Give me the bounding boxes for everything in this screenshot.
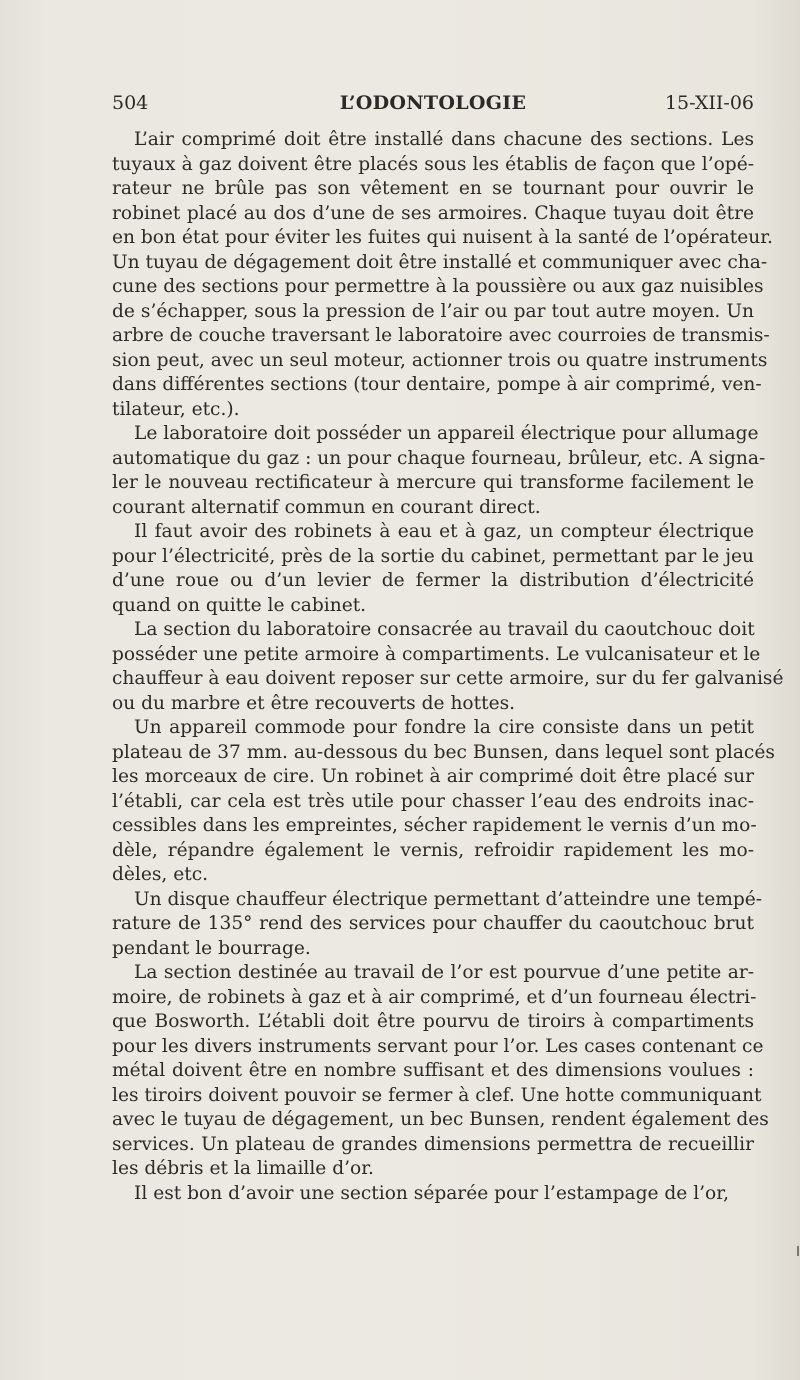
text-line: moire, de robinets à gaz et à air comprimé, et d’un fourneau électri- <box>112 986 757 1008</box>
text-line: pour l’électricité, près de la sortie du cabinet, permettant par le jeu <box>112 545 754 567</box>
page-number: 504 <box>112 92 149 114</box>
text-line: services. Un plateau de grandes dimensions permettra de recueillir <box>112 1133 754 1155</box>
text-line: dèle, répandre également le vernis, refroidir rapidement les mo- <box>112 839 754 861</box>
text-line: courant alternatif commun en courant direct. <box>112 496 541 518</box>
paragraph <box>112 1182 754 1207</box>
text-line: cessibles dans les empreintes, sécher rapidement le vernis d’un mo- <box>112 815 757 836</box>
issue-date: 15-XII-06 <box>664 92 754 114</box>
text-line: Le laboratoire doit posséder un appareil électrique pour allumage <box>134 423 759 444</box>
text-line: rature de 135° rend des services pour chauffer du caoutchouc brut <box>112 913 754 934</box>
text-line: L’air comprimé doit être installé dans chacune des sections. Les <box>134 129 754 150</box>
text-line: La section du laboratoire consacrée au travail du caoutchouc doit <box>134 619 755 640</box>
paragraph <box>112 961 769 1182</box>
text-line: les tiroirs doivent pouvoir se fermer à clef. Une hotte communiquant <box>112 1084 762 1106</box>
text-line: d’une roue ou d’un levier de fermer la distribution d’électricité <box>112 570 754 591</box>
page-edge-mark <box>797 1246 799 1256</box>
text-line: ou du marbre et être recouverts de hottes. <box>112 692 516 714</box>
paragraph <box>112 888 763 962</box>
journal-title: L’ODONTOLOGIE <box>339 92 527 114</box>
text-line: arbre de couche traversant le laboratoire avec courroies de transmis- <box>112 325 770 346</box>
text-line: pour les divers instruments servant pour l’or. Les cases contenant ce <box>112 1035 764 1057</box>
text-line: sion peut, avec un seul moteur, actionner trois ou quatre instruments <box>112 349 768 371</box>
text-line: plateau de 37 mm. au-dessous du bec Bunsen, dans lequel sont placés <box>112 741 775 763</box>
paragraph <box>112 422 766 520</box>
text-line: tuyaux à gaz doivent être placés sous les établis de façon que l’opé- <box>112 153 754 175</box>
text-line: les débris et la limaille d’or. <box>112 1158 374 1179</box>
text-line: pendant le bourrage. <box>112 937 311 959</box>
text-line: métal doivent être en nombre suffisant et des dimensions voulues : <box>112 1060 754 1081</box>
text-line: dans différentes sections (tour dentaire, pompe à air comprimé, ven- <box>112 374 762 395</box>
text-line: Un appareil commode pour fondre la cire consiste dans un petit <box>134 717 754 738</box>
body-text <box>112 128 784 1206</box>
text-line: en bon état pour éviter les fuites qui nuisent à la santé de l’opérateur. <box>112 227 773 248</box>
text-line: l’établi, car cela est très utile pour chasser l’eau des endroits inac- <box>112 790 754 812</box>
text-line: avec le tuyau de dégagement, un bec Bunsen, rendent également des <box>112 1109 769 1130</box>
text-line: dèles, etc. <box>112 864 209 885</box>
text-line: Un disque chauffeur électrique permettant d’atteindre une tempé- <box>134 888 763 910</box>
text-line: de s’échapper, sous la pression de l’air ou par tout autre moyen. Un <box>112 300 754 322</box>
paragraph <box>112 716 775 888</box>
running-header <box>112 88 754 118</box>
text-line: rateur ne brûle pas son vêtement en se tournant pour ouvrir le <box>112 178 754 199</box>
text-line: ler le nouveau rectificateur à mercure qui transforme facilement le <box>112 472 754 493</box>
text-line: Il faut avoir des robinets à eau et à gaz, un compteur électrique <box>134 521 754 542</box>
paragraph <box>112 618 784 716</box>
text-line: que Bosworth. L’établi doit être pourvu de tiroirs à compartiments <box>112 1011 754 1032</box>
text-line: Il est bon d’avoir une section séparée pour l’estampage de l’or, <box>134 1182 730 1204</box>
text-line: automatique du gaz : un pour chaque fourneau, brûleur, etc. A signa- <box>112 447 766 469</box>
text-line: robinet placé au dos d’une de ses armoires. Chaque tuyau doit être <box>112 202 754 224</box>
text-line: cune des sections pour permettre à la poussière ou aux gaz nuisibles <box>112 276 764 297</box>
text-line: les morceaux de cire. Un robinet à air comprimé doit être placé sur <box>112 766 754 787</box>
text-line: posséder une petite armoire à compartiments. Le vulcanisateur et le <box>112 643 761 665</box>
text-line: quand on quitte le cabinet. <box>112 594 367 616</box>
text-line: Un tuyau de dégagement doit être installé et communiquer avec cha- <box>112 251 768 273</box>
paragraph <box>112 128 773 422</box>
text-line: chauffeur à eau doivent reposer sur cette armoire, sur du fer galvanisé <box>112 668 784 689</box>
paragraph <box>112 520 754 618</box>
text-line: La section destinée au travail de l’or est pourvue d’une petite ar- <box>134 962 754 983</box>
text-line: tilateur, etc.). <box>112 398 240 420</box>
